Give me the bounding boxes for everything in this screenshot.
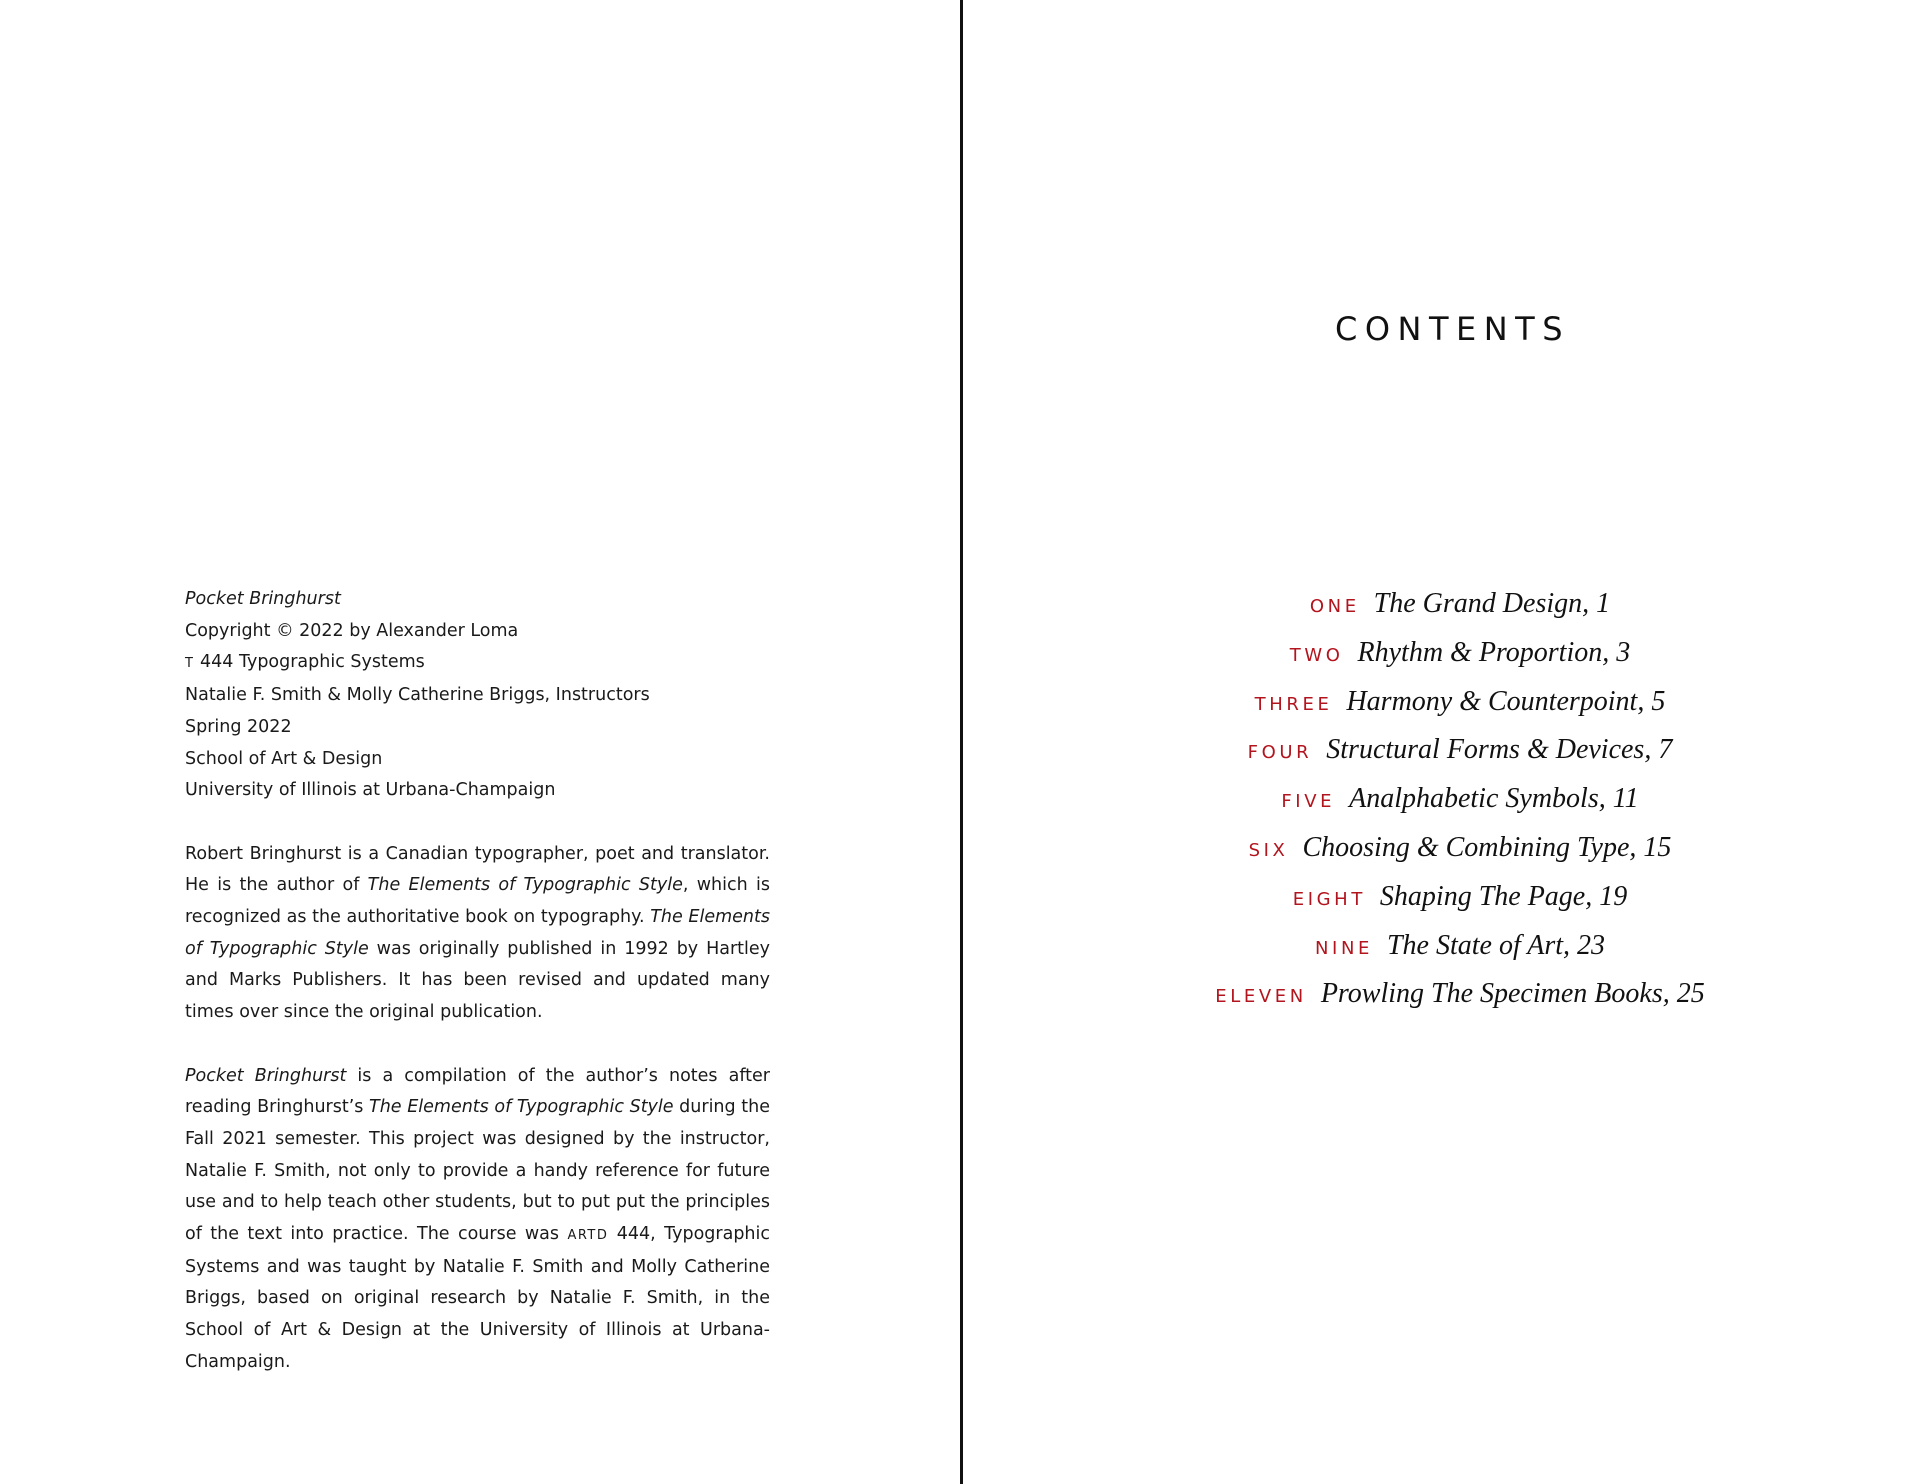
toc-chapter-title: Analphabetic Symbols, 11: [1349, 783, 1639, 815]
toc-chapter-title: Shaping The Page, 19: [1379, 880, 1628, 912]
bio-book-title-2: The Elements of Typographic Style: [185, 907, 770, 959]
colophon-term: Spring 2022: [185, 716, 292, 737]
toc-chapter-number: FOUR: [1247, 742, 1313, 764]
colophon-course: 444 Typographic Systems: [200, 652, 425, 673]
toc-chapter-number: FIVE: [1281, 791, 1336, 813]
table-of-contents: [1010, 580, 1910, 1019]
bio-book-title-1: The Elements of Typographic Style: [367, 875, 683, 896]
colophon-course-line: [185, 647, 770, 680]
colophon-university: University of Illinois at Urbana-Champaign: [185, 780, 556, 801]
contents-heading: CONTENTS: [1335, 310, 1571, 348]
about-text-1: is a compilation of the author’s notes after reading Bringhurst’s: [185, 1065, 770, 1118]
about-book-title: Pocket Bringhurst: [185, 1065, 347, 1086]
colophon-block: [185, 584, 770, 1379]
toc-chapter-number: SIX: [1248, 839, 1289, 861]
toc-chapter-title: Prowling The Specimen Books, 25: [1320, 978, 1705, 1010]
page-divider: [960, 0, 963, 1484]
colophon-book-title: Pocket Bringhurst: [185, 589, 341, 609]
about-source-book: The Elements of Typographic Style: [369, 1097, 674, 1118]
toc-chapter-title: Harmony & Counterpoint, 5: [1346, 685, 1666, 717]
toc-item[interactable]: [1010, 775, 1910, 824]
toc-chapter-number: NINE: [1314, 937, 1373, 959]
about-paragraph: [185, 1061, 770, 1379]
toc-item[interactable]: [1010, 824, 1910, 873]
toc-item[interactable]: [1010, 970, 1910, 1019]
toc-item[interactable]: [1010, 678, 1910, 727]
toc-chapter-title: The State of Art, 23: [1386, 929, 1606, 961]
colophon-course-code: T: [185, 656, 195, 672]
toc-item[interactable]: [1010, 922, 1910, 971]
colophon-instructors: Natalie F. Smith & Molly Catherine Briggs, Instructors: [185, 685, 650, 706]
toc-chapter-number: TWO: [1289, 644, 1344, 666]
toc-item[interactable]: [1010, 726, 1910, 775]
bio-text-2: , which is recognized as the authoritative book on typography.: [185, 875, 770, 928]
about-text-2: during the Fall 2021 semester. This project was designed by the instructor, Natalie F. Smith, not only to provide a handy reference for future use and to help teach other students, but to put put the principles of the text into practice. The course was: [185, 1097, 770, 1245]
toc-chapter-title: Choosing & Combining Type, 15: [1302, 831, 1672, 863]
toc-chapter-number: ONE: [1309, 596, 1360, 617]
toc-item[interactable]: [1010, 580, 1910, 629]
about-text-3: 444, Typographic Systems and was taught by Natalie F. Smith and Molly Catherine Briggs, based on original research by Natalie F. Smith, in the School of Art & Design at the University of Illinois at Urbana-Champaign.: [185, 1224, 770, 1372]
toc-chapter-number: THREE: [1254, 693, 1333, 715]
toc-chapter-title: Structural Forms & Devices, 7: [1326, 734, 1673, 766]
toc-item[interactable]: [1010, 629, 1910, 678]
toc-chapter-title: The Grand Design, 1: [1373, 588, 1611, 619]
bio-text-3: was originally published in 1992 by Hartley and Marks Publishers. It has been revised and updated many times over since the original publication.: [185, 938, 771, 1023]
about-course-code: ARTD: [567, 1228, 609, 1244]
colophon-copyright: Copyright © 2022 by Alexander Loma: [185, 620, 519, 641]
toc-item[interactable]: [1010, 873, 1910, 922]
toc-chapter-number: EIGHT: [1292, 888, 1366, 910]
colophon-school: School of Art & Design: [185, 748, 383, 769]
bio-text-1: Robert Bringhurst is a Canadian typographer, poet and translator. He is the author of: [185, 843, 770, 896]
bio-paragraph: [185, 839, 770, 1029]
toc-chapter-number: ELEVEN: [1215, 986, 1307, 1008]
toc-chapter-title: Rhythm & Proportion, 3: [1357, 636, 1631, 668]
